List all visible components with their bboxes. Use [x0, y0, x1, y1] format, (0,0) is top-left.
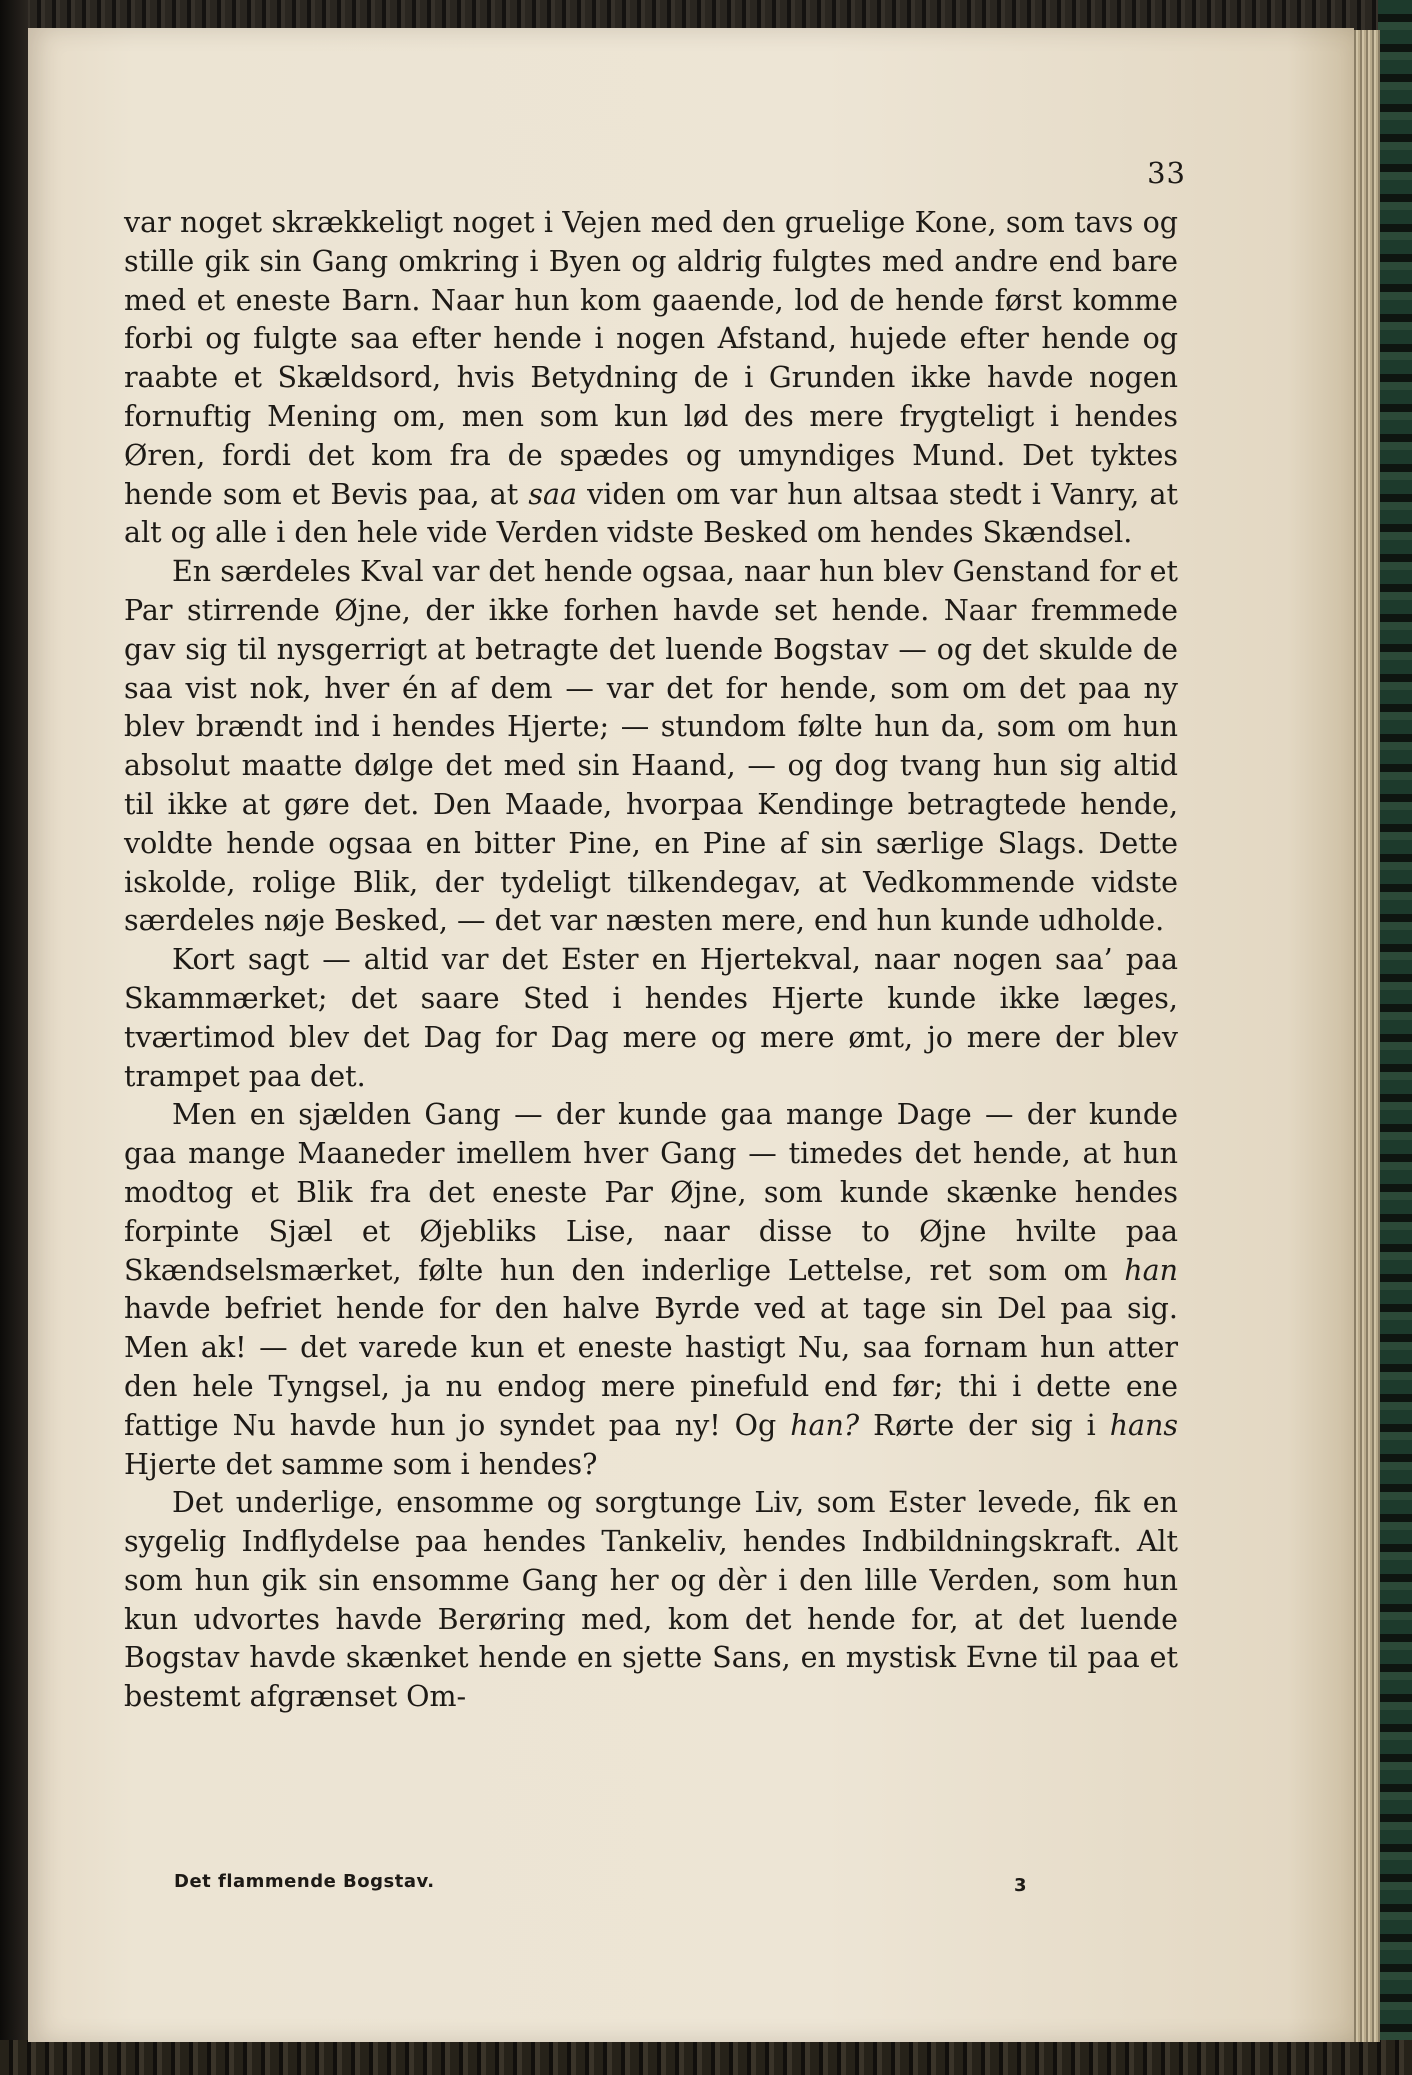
- text-segment: var noget skrækkeligt noget i Vejen med den gruelige Kone, som tavs og stille gik sin Gang omkring i Byen og aldrig fulgtes med andre end bare med et eneste Barn. Naar hun kom gaaende, lod de hende først komme forbi og fulgte saa efter hende i nogen Afstand, hujede efter hende og raabte et Skældsord, hvis Betydning de i Grunden ikke havde nogen fornuftig Mening om, men som kun lød des mere frygteligt i hendes Øren, fordi det kom fra de spædes og umyndiges Mund. Det tyktes hende som et Bevis paa, at: [124, 206, 1178, 511]
- italic-text: han?: [790, 1408, 860, 1442]
- paragraph: [124, 1096, 1178, 1484]
- paragraph: [124, 204, 1178, 553]
- book-binding-bottom: [0, 2040, 1412, 2075]
- paragraph: [124, 553, 1178, 941]
- italic-text: hans: [1109, 1408, 1179, 1442]
- paragraph: [124, 941, 1178, 1096]
- text-segment: Det underlige, ensomme og sorgtunge Liv, som Ester levede, fik en sygelig Indflydelse paa hendes Tankeliv, hendes Indbildningskraft. Alt som hun gik sin ensomme Gang her og dèr i den lille Verden, som hun kun udvortes havde Berøring med, kom det hende for, at det luende Bogstav havde skænket hende en sjette Sans, en mystisk Evne til paa et bestemt afgrænset Om-: [124, 1486, 1178, 1714]
- footer-book-title: Det flammende Bogstav.: [174, 1871, 435, 1892]
- italic-text: han: [1124, 1253, 1178, 1287]
- body-text: [124, 204, 1178, 1717]
- text-segment: Men en sjælden Gang — der kunde gaa mange Dage — der kunde gaa mange Maaneder imellem hver Gang — timedes det hende, at hun modtog et Blik fra det eneste Par Øjne, som kunde skænke hendes forpinte Sjæl et Øjebliks Lise, naar disse to Øjne hvilte paa Skændselsmærket, følte hun den inderlige Lettelse, ret som om: [124, 1098, 1178, 1287]
- page-number: 33: [1147, 156, 1186, 190]
- italic-text: saa: [528, 477, 577, 511]
- signature-mark: 3: [1014, 1875, 1027, 1896]
- text-segment: havde befriet hende for den halve Byrde ved at tage sin Del paa sig. Men ak! — det varede kun et eneste hastigt Nu, saa fornam hun atter den hele Tyngsel, ja nu endog mere pinefuld end før; thi i dette ene fattige Nu havde hun jo syndet paa ny! Og: [124, 1292, 1178, 1442]
- page-stack-edge: [1352, 30, 1380, 2042]
- book-binding-top: [0, 0, 1412, 30]
- text-segment: En særdeles Kval var det hende ogsaa, naar hun blev Genstand for et Par stirrende Øjne, der ikke forhen havde set hende. Naar fremmede gav sig til nysgerrigt at betragte det luende Bogstav — og det skulde de saa vist nok, hver én af dem — var det for hende, som om det paa ny blev brændt ind i hendes Hjerte; — stundom følte hun da, som om hun absolut maatte dølge det med sin Haand, — og dog tvang hun sig altid til ikke at gøre det. Den Maade, hvorpaa Kendinge betragtede hende, voldte hende ogsaa en bitter Pine, en Pine af sin særlige Slags. Dette iskolde, rolige Blik, der tydeligt tilkendegav, at Vedkommende vidste særdeles nøje Besked, — det var næsten mere, end hun kunde udholde.: [124, 555, 1178, 938]
- text-segment: Hjerte det samme som i hendes?: [124, 1447, 598, 1481]
- book-binding-left: [0, 0, 28, 2075]
- text-segment: viden om var hun altsaa stedt i Vanry, at alt og alle i den hele vide Verden vidste Besked om hendes Skændsel.: [124, 477, 1178, 550]
- paragraph: [124, 1484, 1178, 1717]
- text-segment: Rørte der sig i: [859, 1408, 1110, 1442]
- text-segment: Kort sagt — altid var det Ester en Hjertekval, naar nogen saa’ paa Skammærket; det saare Sted i hendes Hjerte kunde ikke læges, tværtimod blev det Dag for Dag mere og mere ømt, jo mere der blev trampet paa det.: [124, 943, 1178, 1093]
- book-binding-right: [1378, 0, 1412, 2075]
- page-sheet: [28, 28, 1354, 2042]
